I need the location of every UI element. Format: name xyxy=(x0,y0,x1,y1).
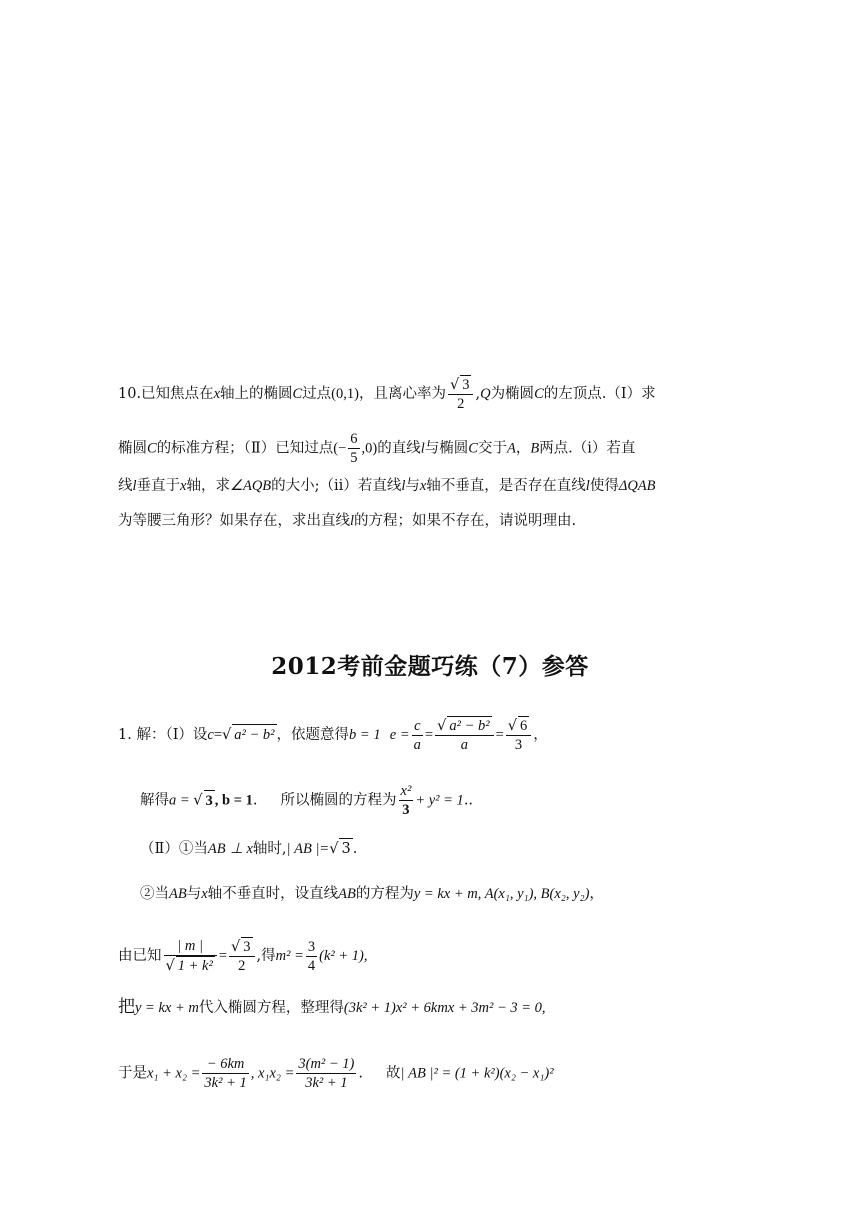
text: 10.已知焦点在 xyxy=(118,386,214,402)
text: 的标准方程；（Ⅱ）已知过点 xyxy=(156,440,334,457)
text: 的左顶点.（Ⅰ）求 xyxy=(543,386,656,402)
perp-x: ⊥ x xyxy=(230,841,253,857)
eccentricity-fraction: $\frac{√ 3}{2}$ xyxy=(448,375,474,413)
quadratic-equation: (3k² + 1)x² + 6kmx + 3m² − 3 = 0, xyxy=(343,1000,546,1016)
text: 为等腰三角形？如果存在，求出直线 xyxy=(118,513,350,529)
var-C: C xyxy=(292,386,303,402)
text: 的大小;（ⅱ）若直线 xyxy=(271,478,402,494)
text: 交于 xyxy=(477,440,507,457)
equals: = xyxy=(213,727,223,743)
text: 代入椭圆方程，整理得 xyxy=(198,1000,344,1016)
m-squared: m² = xyxy=(275,948,304,964)
text: 故 xyxy=(386,1065,401,1082)
text: 的直线 xyxy=(377,440,421,457)
text: 轴上的椭圆 xyxy=(220,386,293,402)
sqrt3: 3 xyxy=(204,790,215,811)
text: 为椭圆 xyxy=(490,386,535,402)
var-x: x xyxy=(419,478,427,494)
text: 与椭圆 xyxy=(424,440,469,457)
fraction-product xyxy=(296,1055,356,1092)
denominator: 2 xyxy=(457,396,465,412)
text: 过点 xyxy=(302,386,332,402)
fraction-sqrt6-over-3: $\frac{√ 6}{3}$ xyxy=(506,716,532,754)
numerator: x² xyxy=(400,783,412,799)
e-equals: e = xyxy=(389,727,410,743)
text: ， xyxy=(515,440,531,457)
solution-line-6 xyxy=(118,997,546,1018)
denominator: 2 xyxy=(238,958,246,974)
problem-10-line-4 xyxy=(118,511,576,531)
numerator: 3 xyxy=(462,377,470,393)
numerator: 3 xyxy=(307,938,316,955)
var-C: C xyxy=(534,386,544,402)
line-equation: y = kx + m xyxy=(135,1000,199,1016)
text: 的方程为 xyxy=(355,886,414,902)
denominator: 1 + k² xyxy=(177,958,213,974)
fraction-sqrt-over-a: $\frac{\text{√ a² − b²}}{a}$ xyxy=(435,716,493,754)
text: 与 xyxy=(405,478,420,494)
numerator: a² − b² xyxy=(449,718,490,734)
text: （Ⅱ）①当 xyxy=(140,841,208,857)
text: , xyxy=(475,386,481,402)
text: . xyxy=(352,841,358,857)
var-A: A xyxy=(506,440,516,457)
text: 轴不垂直时，设直线 xyxy=(207,886,339,902)
text: 垂直于 xyxy=(136,478,181,494)
expr-rest: (k² + 1), xyxy=(319,948,368,964)
var-AB: AB xyxy=(207,841,226,857)
text: 椭圆 xyxy=(118,440,147,457)
denominator: 5 xyxy=(350,450,358,466)
point-close: ,0) xyxy=(361,440,378,457)
solution-line-5 xyxy=(118,937,367,975)
text: 把 xyxy=(118,997,135,1017)
solution-line-2: 解得a = √ 3 , b = 1. 所以椭圆的方程为 $\frac{\text{x²}}{3}$ + y² = 1.. xyxy=(140,783,474,818)
var-AB: AB xyxy=(338,886,356,902)
numerator: 6 xyxy=(350,431,358,447)
numerator: − 6km xyxy=(202,1055,248,1074)
solution-line-1: 1. 解：（Ⅰ）设c=√ a² − b² ，依题意得b = 1 e = $\frac{c}{a}$ = $\frac{\text{√ a² − b²}}{a}$ = $\frac{√ 6}{3}$ ， xyxy=(118,717,548,753)
text: 使得 xyxy=(589,478,619,494)
var-Q: Q xyxy=(480,386,491,402)
numerator: 3(m² − 1) xyxy=(298,1056,355,1072)
abs-AB: | AB |= xyxy=(286,841,330,857)
line-equation: y = kx + m, A(x₁, y₁), B(x₂, y₂) xyxy=(413,886,590,902)
text: 由已知 xyxy=(118,948,162,964)
text: 所以椭圆的方程为 xyxy=(280,792,397,809)
var-c: c xyxy=(207,727,214,743)
var-l: l xyxy=(401,478,406,494)
text: 1. 解：（Ⅰ）设 xyxy=(118,727,208,743)
b-equals-1: b = 1 xyxy=(349,727,381,743)
var-x: x xyxy=(180,478,187,494)
point-fraction xyxy=(348,430,359,467)
text: ， xyxy=(589,886,604,902)
sqrt3: 3 xyxy=(339,838,352,859)
var-l: l xyxy=(420,440,425,457)
fraction-c-over-a xyxy=(412,717,423,754)
a-equals: a = xyxy=(169,792,194,809)
fraction-3-over-4 xyxy=(306,938,317,975)
text: 解得 xyxy=(140,792,169,809)
var-B: B xyxy=(530,440,540,457)
text: 轴，求 xyxy=(186,478,230,494)
text: 线 xyxy=(118,478,133,494)
var-l: l xyxy=(132,478,137,494)
triangle-QAB: ΔQAB xyxy=(618,478,656,494)
denominator: a xyxy=(413,736,421,753)
var-C: C xyxy=(468,440,478,457)
fraction-m-over-sqrt: $\frac{| m |}{\text{√ 1 + k²}}$ xyxy=(164,937,217,975)
point-open: (− xyxy=(333,440,347,457)
numerator: | m | xyxy=(164,937,217,956)
text: .. xyxy=(463,792,474,809)
text: ，依题意得 xyxy=(276,727,350,743)
solution-line-7 xyxy=(118,1055,554,1092)
product-roots: , x₁x₂ = xyxy=(250,1065,295,1082)
text: 于是 xyxy=(118,1065,147,1082)
radicand: a² − b² xyxy=(232,724,276,745)
var-x: x xyxy=(213,386,220,402)
denominator: 3 xyxy=(402,802,410,818)
text: ,得 xyxy=(256,948,276,964)
b-equals-1: , b = 1 xyxy=(214,792,253,809)
text: ，且离心率为 xyxy=(358,386,446,402)
fraction-sum xyxy=(202,1055,248,1092)
text: 的方程；如果不存在，请说明理由. xyxy=(354,513,577,529)
answer-title: 2012考前金题巧练（7）参答 xyxy=(271,653,589,680)
numerator: 3 xyxy=(243,939,251,955)
text: 轴时, xyxy=(252,841,287,857)
text: 与 xyxy=(186,886,202,902)
text: 轴不垂直，是否存在直线 xyxy=(426,478,586,494)
text: . xyxy=(252,792,258,809)
var-l: l xyxy=(585,478,590,494)
text: ②当 xyxy=(140,886,169,902)
var-x: x xyxy=(201,886,208,902)
angle-AQB: ∠AQB xyxy=(229,478,272,494)
denominator: 3k² + 1 xyxy=(305,1075,348,1091)
solution-line-4 xyxy=(140,884,604,904)
denominator: 3 xyxy=(514,737,523,753)
equals: = xyxy=(218,948,228,964)
equals: = xyxy=(495,727,504,743)
fraction-sqrt3-over-2: $\frac{√ 3}{2}$ xyxy=(229,937,255,975)
fraction-x2-over-3 xyxy=(399,782,414,819)
point: (0,1) xyxy=(331,386,359,402)
denominator: a xyxy=(460,737,468,753)
solution-line-3: （Ⅱ）①当AB ⊥ x轴时,| AB |=√ 3 . xyxy=(140,838,357,859)
denominator: 3k² + 1 xyxy=(204,1075,247,1091)
denominator: 4 xyxy=(307,957,316,974)
text: ， xyxy=(533,727,548,743)
var-C: C xyxy=(147,440,157,457)
problem-10-line-2 xyxy=(118,430,635,467)
numerator: 6 xyxy=(520,718,528,734)
numerator: c xyxy=(412,717,423,736)
var-AB: AB xyxy=(169,886,187,902)
problem-10-line-1 xyxy=(118,375,656,413)
var-l: l xyxy=(350,513,355,529)
text: . xyxy=(358,1065,363,1082)
problem-10-line-3 xyxy=(118,476,656,496)
sum-roots: x₁ + x₂ = xyxy=(147,1065,201,1082)
equals: = xyxy=(424,727,434,743)
text: 两点.（ⅰ）若直 xyxy=(539,440,636,457)
ellipse-rest: + y² = 1 xyxy=(415,792,464,809)
ab-squared-equation: | AB |² = (1 + k²)(x₂ − x₁)² xyxy=(400,1065,554,1082)
